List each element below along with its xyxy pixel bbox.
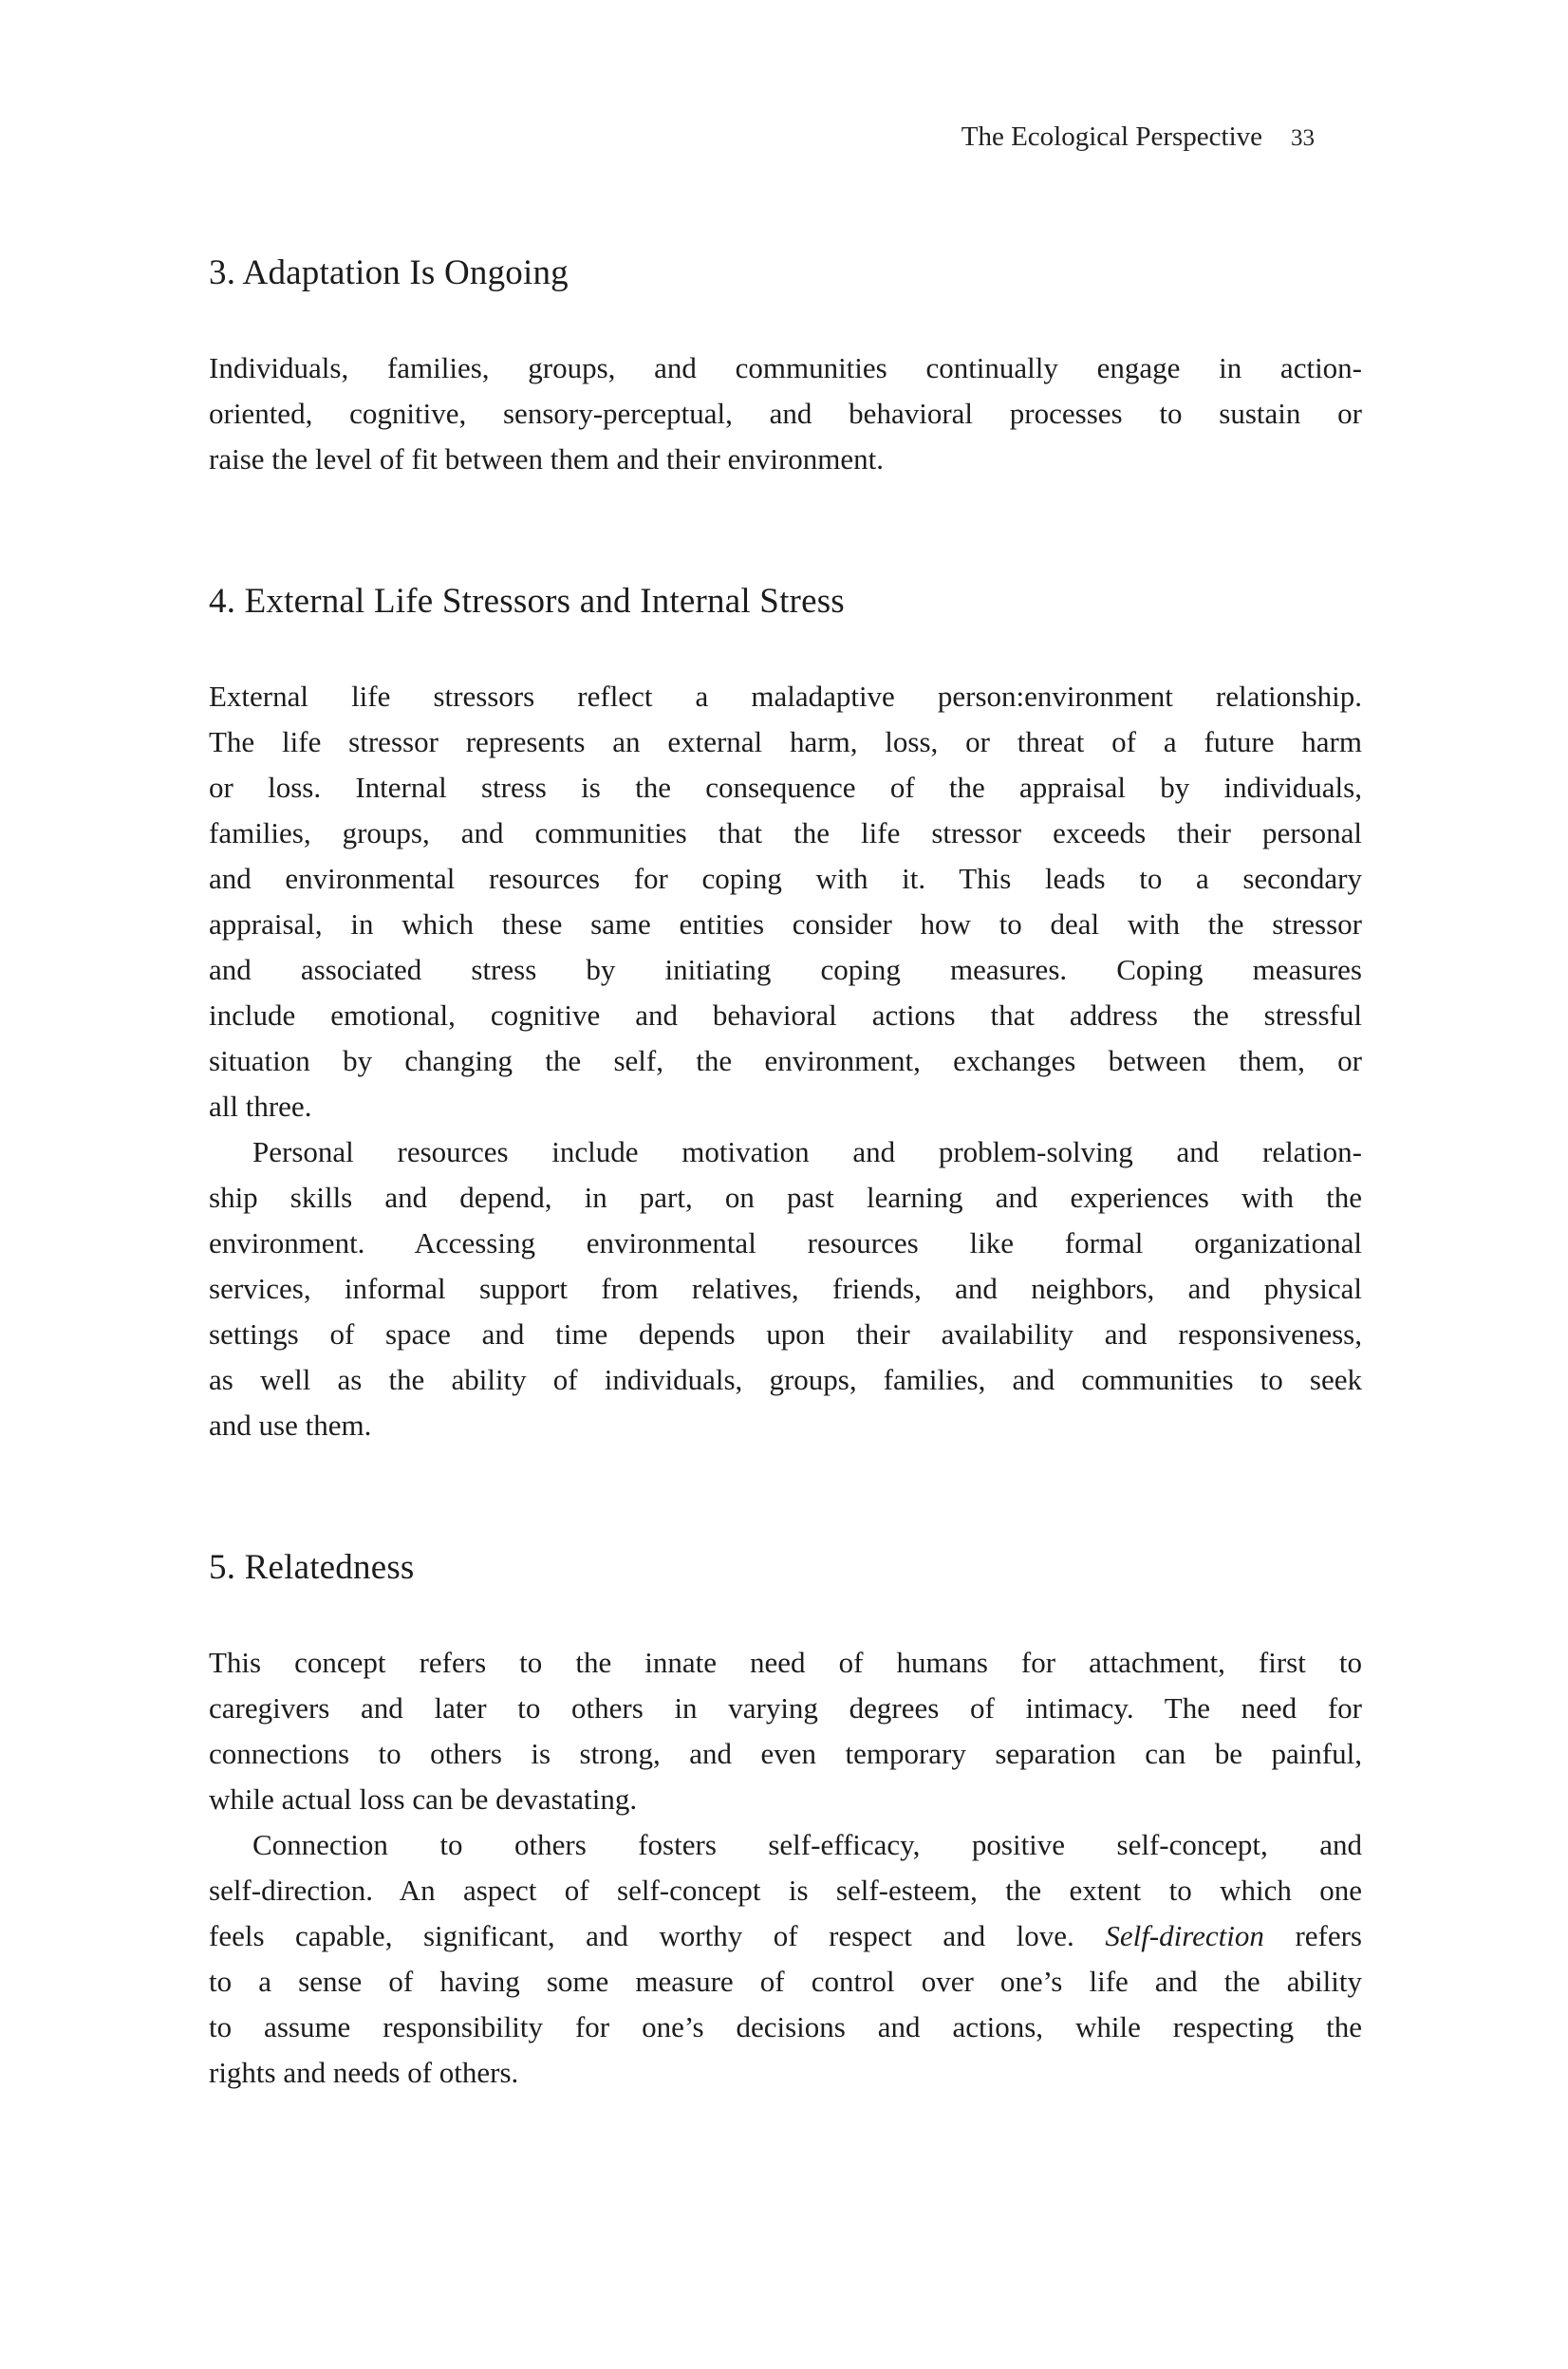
- text-line: This concept refers to the innate need of humans for attachment, first to: [209, 1646, 1362, 1679]
- text-line: environment. Accessing environmental resources like formal organizational: [209, 1226, 1362, 1259]
- paragraph: [209, 1129, 1362, 1448]
- text-line: all three.: [209, 1090, 312, 1123]
- text-line: Connection to others fosters self-efficacy, positive self-concept, and: [252, 1828, 1362, 1861]
- text-line: to assume responsibility for one’s decisions and actions, while respecting the: [209, 2010, 1362, 2043]
- paragraph: [209, 674, 1362, 1129]
- text-line: families, groups, and communities that the life stressor exceeds their personal: [209, 816, 1362, 849]
- text-line: and environmental resources for coping with it. This leads to a secondary: [209, 862, 1362, 895]
- running-head-title: The Ecological Perspective: [961, 121, 1262, 152]
- text-line: rights and needs of others.: [209, 2056, 519, 2089]
- text-line: oriented, cognitive, sensory-perceptual, and behavioral processes to sustain or: [209, 397, 1362, 430]
- paragraph: [209, 345, 1362, 482]
- italic-text: Self-direction: [1105, 1919, 1264, 1952]
- running-head: [209, 121, 1362, 154]
- text-line: include emotional, cognitive and behavioral actions that address the stressful: [209, 998, 1362, 1032]
- text-line: and use them.: [209, 1408, 372, 1442]
- text-line: or loss. Internal stress is the consequence of the appraisal by individuals,: [209, 771, 1362, 804]
- text-line: caregivers and later to others in varying degrees of intimacy. The need for: [209, 1691, 1362, 1725]
- text-line: feels capable, significant, and worthy of respect and love. Self-direction refers: [209, 1919, 1362, 1952]
- text-line: raise the level of fit between them and their environment.: [209, 442, 885, 476]
- text-line: Personal resources include motivation and problem-solving and relation-: [252, 1135, 1362, 1168]
- text-line: services, informal support from relatives, friends, and neighbors, and physical: [209, 1272, 1362, 1305]
- text-line: self-direction. An aspect of self-concept is self-esteem, the extent to which one: [209, 1874, 1362, 1907]
- text-line: connections to others is strong, and even temporary separation can be painful,: [209, 1737, 1362, 1770]
- section-heading: 3. Adaptation Is Ongoing: [209, 253, 569, 292]
- text-line: situation by changing the self, the environment, exchanges between them, or: [209, 1044, 1362, 1077]
- text-line: as well as the ability of individuals, groups, families, and communities to seek: [209, 1363, 1362, 1396]
- text-line: ship skills and depend, in part, on past learning and experiences with the: [209, 1181, 1362, 1214]
- text-line: while actual loss can be devastating.: [209, 1782, 638, 1816]
- section: [209, 581, 1362, 1448]
- text-line: External life stressors reflect a maladaptive person:environment relationship.: [209, 680, 1362, 713]
- section-heading: 5. Relatedness: [209, 1548, 415, 1587]
- paragraph: [209, 1640, 1362, 1822]
- text-line: settings of space and time depends upon their availability and responsiveness,: [209, 1317, 1362, 1351]
- page-number: 33: [1291, 125, 1315, 151]
- section-heading: 4. External Life Stressors and Internal Stress: [209, 582, 845, 621]
- section: [209, 252, 1362, 482]
- text-line: appraisal, in which these same entities consider how to deal with the stressor: [209, 907, 1362, 941]
- text-line: to a sense of having some measure of control over one’s life and the ability: [209, 1965, 1362, 1998]
- text-line: Individuals, families, groups, and communities continually engage in action-: [209, 351, 1362, 384]
- section: [209, 1547, 1362, 2096]
- paragraph: [209, 1822, 1362, 2096]
- page-body: [209, 252, 1362, 2096]
- text-line: and associated stress by initiating coping measures. Coping measures: [209, 953, 1362, 986]
- text-line: The life stressor represents an external harm, loss, or threat of a future harm: [209, 725, 1362, 758]
